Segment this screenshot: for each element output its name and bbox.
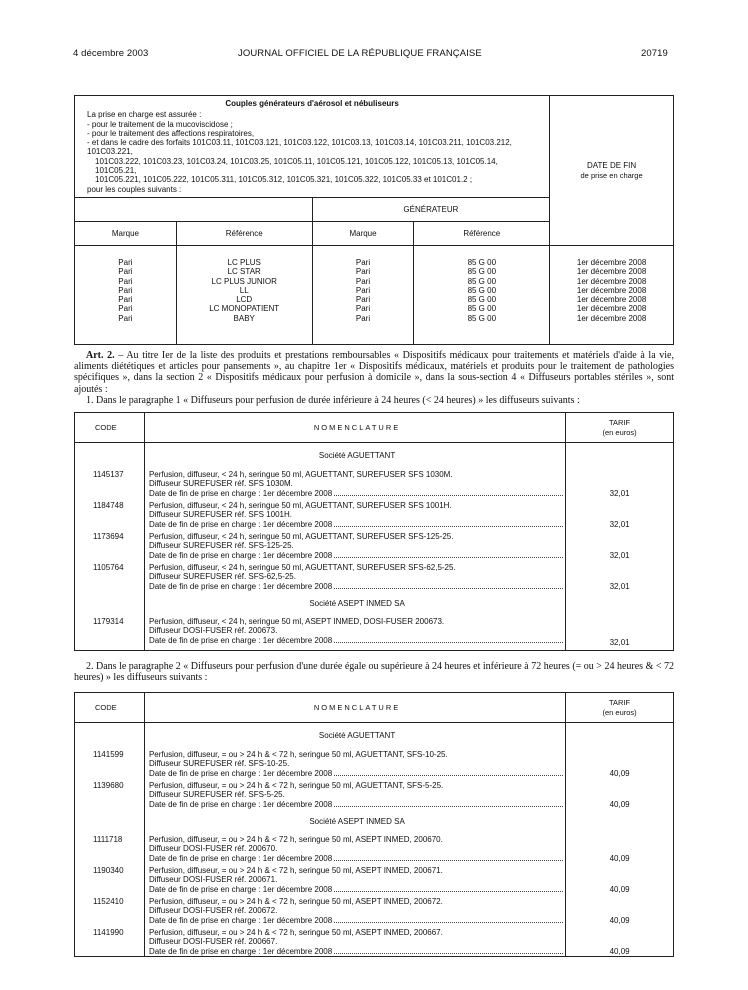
item	[149, 781, 565, 812]
cell: 85 G 00	[467, 313, 497, 323]
item-date: Date de fin de prise en charge : 1er décembre 2008	[148, 768, 333, 778]
tarif-cell: 32,01	[609, 551, 630, 560]
tarif-unit: (en euros)	[602, 427, 637, 437]
item	[149, 928, 565, 956]
cell: Pari	[118, 304, 133, 314]
page-number: 20719	[641, 48, 668, 59]
item-date-line	[149, 636, 565, 645]
cell: LC STAR	[227, 267, 261, 277]
cell: 85 G 00	[467, 295, 497, 305]
item	[149, 501, 565, 532]
tarif-col	[566, 723, 674, 957]
col-marque: Marque	[75, 222, 177, 246]
item-line: Diffuseur DOSI-FUSER réf. 200673.	[148, 626, 278, 636]
item-line: Perfusion, diffuseur, = ou > 24 h & < 72 h, seringue 50 ml, AGUETTANT, SFS-5-25.	[148, 781, 444, 790]
code-cell: 1139680	[93, 781, 124, 790]
paragraph-1: 1. Dans le paragraphe 1 « Diffuseurs pour perfusion de durée inférieure à 24 heures (< 24 heures) » les diffuseurs suivants :	[86, 395, 580, 406]
cell: 85 G 00	[467, 258, 497, 267]
cell: 1er décembre 2008	[576, 304, 647, 314]
col-tarif	[566, 413, 674, 443]
intro-line: 101C05.221, 101C05.222, 101C05.311, 101C05.312, 101C05.321, 101C05.322, 101C05.33 et 101C01.2 ;	[95, 175, 473, 185]
tarif-cell: 32,01	[609, 582, 630, 591]
item-line: Perfusion, diffuseur, = ou > 24 h & < 72 h, seringue 50 ml, ASEPT INMED, 200667.	[148, 928, 443, 937]
tarif-label: TARIF	[609, 698, 631, 708]
cell: Pari	[355, 304, 371, 314]
cell: Pari	[118, 267, 133, 277]
item	[149, 750, 565, 781]
item-date: Date de fin de prise en charge : 1er décembre 2008	[148, 581, 333, 591]
cell: Pari	[118, 313, 133, 323]
tarif-cell: 32,01	[609, 520, 630, 529]
item-date: Date de fin de prise en charge : 1er décembre 2008	[148, 946, 333, 956]
item-line: Perfusion, diffuseur, < 24 h, seringue 50 ml, ASEPT INMED, DOSI-FUSER 200673.	[148, 617, 445, 626]
item-date-line	[149, 854, 565, 863]
intro-line: pour les couples suivants :	[87, 184, 182, 194]
item	[149, 835, 565, 866]
cell: Pari	[118, 295, 133, 305]
code-cell: 1184748	[93, 501, 124, 510]
item	[149, 617, 565, 650]
intro-line: - pour le traitement de la mucoviscidose ;	[87, 119, 233, 129]
item-date-line	[149, 520, 565, 529]
nebuliser-table	[74, 95, 674, 345]
nebuliser-table-title: Couples générateurs d'aérosol et nébuliseurs	[225, 99, 399, 108]
cell: Pari	[118, 258, 133, 267]
paragraph-2: 2. Dans le paragraphe 2 « Diffuseurs pour perfusion d'une durée égale ou supérieure à 24 heures et inférieure à 72 heures (= ou > 24 heures & < 72 heures) » les diffuseurs suivants :	[74, 661, 674, 684]
col-nomenclature: NOMENCLATURE	[144, 413, 565, 443]
code-cell: 1105764	[93, 563, 124, 572]
cell: LC PLUS JUNIOR	[211, 276, 277, 286]
company-name: Société AGUETTANT	[318, 451, 396, 460]
article-body: – Au titre Ier de la liste des produits et prestations remboursables « Dispositifs médicaux pour traitements et matériels d'aide à la vie, aliments diététiques et articles pour pansements », au chapitre 1er « Dispositifs médicaux, matériels et produits pour le traitement de pathologies spécifiques », dans la section 2 « Dispositifs médicaux pour perfusion à domicile », dans la sous-section 4 « Diffuseurs portables stériles », sont ajoutés :	[74, 350, 674, 395]
cell: Pari	[118, 276, 133, 286]
cell: LCD	[236, 295, 253, 305]
cell: Pari	[355, 313, 371, 323]
cell: Pari	[355, 285, 371, 295]
item	[149, 470, 565, 501]
tarif-cell: 32,01	[609, 638, 630, 647]
cell: Pari	[355, 258, 371, 267]
item-date: Date de fin de prise en charge : 1er décembre 2008	[148, 884, 333, 894]
item-line: Perfusion, diffuseur, < 24 h, seringue 50 ml, AGUETTANT, SUREFUSER SFS 1001H.	[148, 501, 452, 510]
item-date-line	[149, 582, 565, 591]
col-nomenclature: NOMENCLATURE	[144, 693, 565, 723]
item-line: Diffuseur SUREFUSER réf. SFS 1030M.	[148, 479, 293, 489]
cell: LC MONOPATIENT	[209, 304, 280, 314]
intro-line: - pour le traitement des affections respiratoires,	[87, 128, 255, 138]
cell: LC PLUS	[227, 258, 261, 267]
item-date-line	[149, 916, 565, 925]
item-line: Perfusion, diffuseur, = ou > 24 h & < 72 h, seringue 50 ml, ASEPT INMED, 200670.	[148, 835, 443, 844]
codes-col	[75, 443, 145, 651]
cell: 1er décembre 2008	[576, 276, 647, 286]
cell: 1er décembre 2008	[576, 267, 647, 277]
tarif-cell: 40,09	[609, 885, 630, 894]
item-date: Date de fin de prise en charge : 1er décembre 2008	[148, 519, 333, 529]
generateur-header: GÉNÉRATEUR	[312, 198, 550, 222]
tarif-label: TARIF	[609, 418, 631, 428]
cell: 1er décembre 2008	[576, 258, 647, 267]
code-cell: 1173694	[93, 532, 124, 541]
cell: LL	[239, 285, 249, 295]
cell: 85 G 00	[467, 304, 497, 314]
item-date-line	[149, 885, 565, 894]
item-date-line	[149, 489, 565, 498]
col-code: CODE	[75, 413, 145, 443]
code-cell: 1111718	[93, 835, 123, 844]
col-reference: Référence	[176, 222, 312, 246]
cell: BABY	[233, 313, 255, 323]
tarif-col	[566, 443, 674, 651]
cell: Pari	[355, 295, 371, 305]
date-col	[550, 246, 674, 345]
cell: 85 G 00	[467, 276, 497, 286]
neb-marque-col	[75, 246, 177, 345]
nomenclature-col	[144, 723, 565, 957]
cell: 1er décembre 2008	[576, 295, 647, 305]
tarif-cell: 40,09	[609, 769, 630, 778]
col-tarif	[566, 693, 674, 723]
col-code: CODE	[75, 693, 145, 723]
gen-ref-col	[414, 246, 550, 345]
company-name: Société AGUETTANT	[318, 731, 396, 740]
item	[149, 532, 565, 563]
article-label: Art. 2.	[86, 350, 115, 361]
intro-line: La prise en charge est assurée :	[87, 110, 202, 120]
item-line: Perfusion, diffuseur, < 24 h, seringue 50 ml, AGUETTANT, SUREFUSER SFS-125-25.	[148, 532, 454, 541]
col-reference: Référence	[414, 222, 550, 246]
tarif-cell: 40,09	[609, 947, 630, 956]
codes-col	[75, 723, 145, 957]
item-date: Date de fin de prise en charge : 1er décembre 2008	[148, 915, 333, 925]
item-date-line	[149, 769, 565, 778]
tarif-cell: 40,09	[609, 916, 630, 925]
gen-marque-col	[312, 246, 414, 345]
date-fin-header	[550, 96, 674, 246]
item-line: Diffuseur SUREFUSER réf. SFS-10-25.	[148, 759, 290, 769]
item-line: Diffuseur DOSI-FUSER réf. 200671.	[148, 875, 278, 885]
item-date-line	[149, 947, 565, 956]
code-cell: 1179314	[93, 617, 124, 626]
code-cell: 1152410	[93, 897, 124, 906]
tarif-cell: 40,09	[609, 854, 630, 863]
code-cell: 1145137	[93, 470, 124, 479]
tarif-unit: (en euros)	[602, 707, 637, 717]
cell: 85 G 00	[467, 285, 497, 295]
nebuliser-table-intro	[75, 96, 550, 198]
item-line: Perfusion, diffuseur, = ou > 24 h & < 72 h, seringue 50 ml, ASEPT INMED, 200672.	[148, 897, 443, 906]
item	[149, 897, 565, 928]
code-cell: 1190340	[93, 866, 124, 875]
cell: 1er décembre 2008	[576, 313, 647, 323]
item	[149, 563, 565, 594]
item-date: Date de fin de prise en charge : 1er décembre 2008	[148, 635, 333, 645]
article-2-text	[74, 350, 674, 395]
item-line: Diffuseur SUREFUSER réf. SFS 1001H.	[148, 510, 292, 520]
item-line: Diffuseur DOSI-FUSER réf. 200667.	[148, 937, 278, 947]
item-line: Diffuseur DOSI-FUSER réf. 200670.	[148, 844, 278, 854]
cell: Pari	[118, 285, 133, 295]
diffuser-table-1	[74, 412, 674, 651]
item-line: Perfusion, diffuseur, < 24 h, seringue 50 ml, AGUETTANT, SUREFUSER SFS-62,5-25.	[148, 563, 456, 572]
item-line: Diffuseur SUREFUSER réf. SFS-5-25.	[148, 790, 285, 800]
item-line: Perfusion, diffuseur, < 24 h, seringue 50 ml, AGUETTANT, SUREFUSER SFS 1030M.	[148, 470, 453, 479]
item-line: Diffuseur DOSI-FUSER réf. 200672.	[148, 906, 278, 916]
item-line: Perfusion, diffuseur, = ou > 24 h & < 72 h, seringue 50 ml, AGUETTANT, SFS-10-25.	[148, 750, 448, 759]
date-fin-header-line1: DATE DE FIN	[586, 161, 637, 171]
code-cell: 1141599	[93, 750, 124, 759]
cell: Pari	[355, 276, 371, 286]
date-fin-header-line2: de prise en charge	[580, 170, 643, 180]
item-date: Date de fin de prise en charge : 1er décembre 2008	[148, 488, 333, 498]
intro-line: 101C03.222, 101C03.23, 101C03.24, 101C03.25, 101C05.11, 101C05.121, 101C05.122, 101C05.13, 101C05.14, 101C05.21,	[95, 156, 498, 176]
nebuliseur-header	[75, 198, 313, 222]
item-date: Date de fin de prise en charge : 1er décembre 2008	[148, 799, 333, 809]
journal-title: JOURNAL OFFICIEL DE LA RÉPUBLIQUE FRANÇAISE	[238, 48, 482, 59]
item-line: Perfusion, diffuseur, = ou > 24 h & < 72 h, seringue 50 ml, ASEPT INMED, 200671.	[148, 866, 443, 875]
nomenclature-col	[144, 443, 565, 651]
item-date-line	[149, 551, 565, 560]
code-cell: 1141990	[93, 928, 124, 937]
item-date: Date de fin de prise en charge : 1er décembre 2008	[148, 550, 333, 560]
diffuser-table-2	[74, 692, 674, 957]
tarif-cell: 32,01	[609, 489, 630, 498]
company-name: Société ASEPT INMED SA	[309, 599, 405, 608]
cell: Pari	[355, 267, 371, 277]
item-date: Date de fin de prise en charge : 1er décembre 2008	[148, 853, 333, 863]
item	[149, 866, 565, 897]
company-name: Société ASEPT INMED SA	[309, 817, 405, 826]
item-line: Diffuseur SUREFUSER réf. SFS-125-25.	[148, 541, 294, 551]
header-date: 4 décembre 2003	[73, 48, 149, 59]
cell: 85 G 00	[467, 267, 497, 277]
neb-ref-col	[176, 246, 312, 345]
item-date-line	[149, 800, 565, 809]
cell: 1er décembre 2008	[576, 285, 647, 295]
intro-line: - et dans le cadre des forfaits 101C03.11, 101C03.121, 101C03.122, 101C03.13, 101C03.14, 101C03.211, 101C03.212, 101C03.221,	[87, 138, 512, 157]
col-marque: Marque	[312, 222, 414, 246]
item-line: Diffuseur SUREFUSER réf. SFS-62,5-25.	[148, 572, 296, 582]
tarif-cell: 40,09	[609, 800, 630, 809]
